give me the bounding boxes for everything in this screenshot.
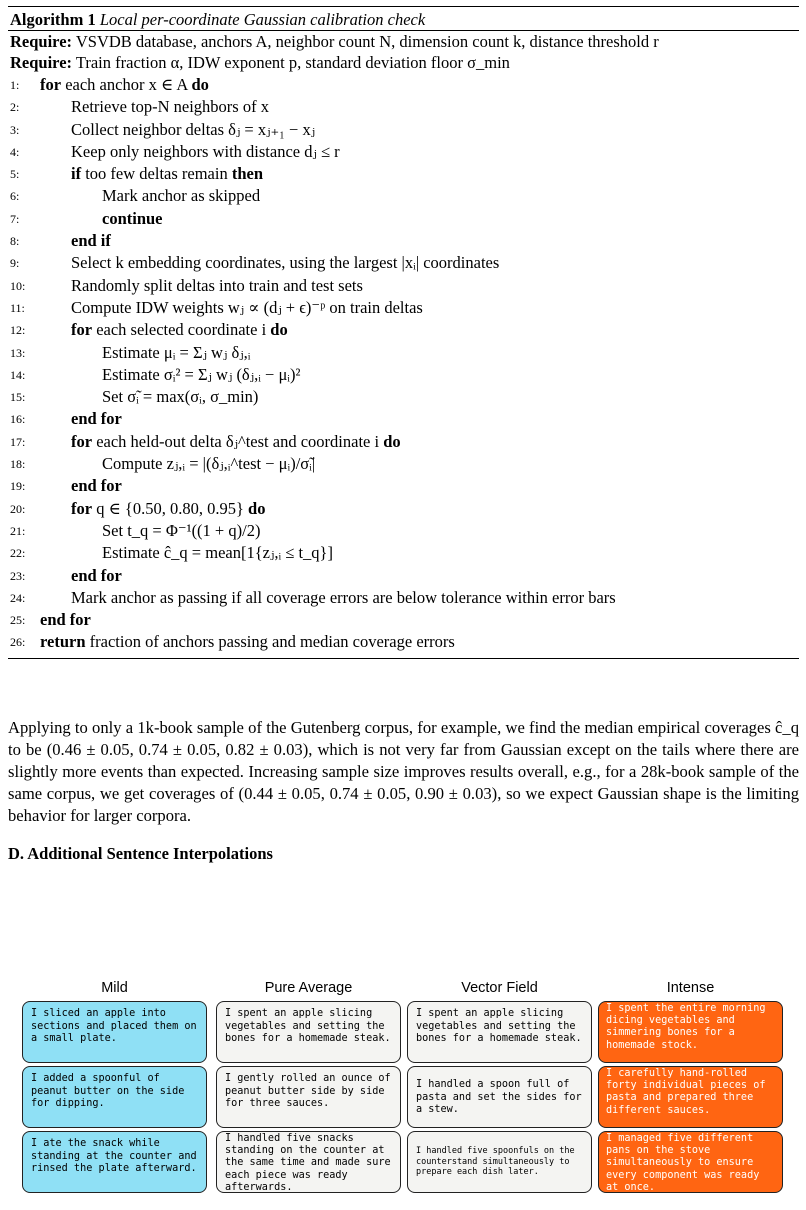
column-pure-average <box>216 978 401 1193</box>
require-text: VSVDB database, anchors A, neighbor count N, dimension count k, distance threshold r <box>75 32 659 51</box>
line-content <box>102 386 258 408</box>
statement: Randomly split deltas into train and test sets <box>71 275 363 295</box>
algorithm-line <box>8 163 799 185</box>
require-keyword: Require: <box>10 52 73 72</box>
column-header: Mild <box>101 980 128 996</box>
sentence-cell: I handled five spoonfuls on the counterstand simultaneously to prepare each dish later. <box>407 1131 592 1193</box>
keyword: do <box>248 498 266 518</box>
line-content <box>102 364 300 386</box>
statement: each selected coordinate i <box>96 320 267 340</box>
line-content <box>102 520 260 542</box>
algorithm-line <box>8 252 799 274</box>
keyword: return <box>40 632 86 652</box>
sentence-cell: I spent an apple slicing vegetables and setting the bones for a homemade steak. <box>216 1001 401 1063</box>
column-vector-field <box>407 978 592 1193</box>
statement: each held-out delta δⱼ^test and coordinate i <box>96 431 380 451</box>
line-number: 7: <box>10 211 20 226</box>
line-content <box>102 185 260 207</box>
column-header: Intense <box>666 980 715 996</box>
line-number: 19: <box>10 479 26 494</box>
line-content <box>71 163 263 185</box>
statement: Retrieve top-N neighbors of x <box>71 97 269 117</box>
line-content <box>71 498 265 520</box>
statement: Keep only neighbors with distance dⱼ ≤ r <box>71 141 340 161</box>
statement: Estimate σᵢ² = Σⱼ wⱼ (δⱼ,ᵢ − μᵢ)² <box>102 364 301 384</box>
statement: fraction of anchors passing and median coverage errors <box>89 632 455 652</box>
line-number: 17: <box>10 434 26 449</box>
line-content <box>102 542 333 564</box>
line-number: 12: <box>10 323 26 338</box>
line-content <box>71 230 111 252</box>
keyword: for <box>71 498 93 518</box>
line-number: 23: <box>10 568 26 583</box>
statement: Estimate μᵢ = Σⱼ wⱼ δⱼ,ᵢ <box>102 342 251 362</box>
algorithm-line <box>8 609 799 631</box>
column-mild <box>22 978 207 1193</box>
sentence-cell: I spent an apple slicing vegetables and setting the bones for a homemade steak. <box>407 1001 592 1063</box>
algorithm-line <box>8 431 799 453</box>
sentence-cell: I sliced an apple into sections and placed them on a small plate. <box>22 1001 207 1063</box>
line-number: 13: <box>10 345 26 360</box>
statement: Collect neighbor deltas δⱼ = xⱼ₊₁ − xⱼ <box>71 119 316 139</box>
algorithm-line <box>8 408 799 430</box>
algorithm-line <box>8 565 799 587</box>
line-content <box>102 342 250 364</box>
algorithm-line <box>8 364 799 386</box>
statement: Estimate ĉ_q = mean[1{zⱼ,ᵢ ≤ t_q}] <box>102 543 333 563</box>
algorithm-bottom-rule <box>8 658 799 659</box>
statement: Set σ̃ᵢ = max(σᵢ, σ_min) <box>102 387 259 407</box>
algorithm-line <box>8 319 799 341</box>
line-number: 16: <box>10 412 26 427</box>
line-content <box>71 475 122 497</box>
line-content <box>102 453 315 475</box>
algorithm-line <box>8 96 799 118</box>
line-content <box>71 275 363 297</box>
sentence-cell: I gently rolled an ounce of peanut butter side by side for three sauces. <box>216 1066 401 1128</box>
body-paragraph: Applying to only a 1k-book sample of the Gutenberg corpus, for example, we find the median empirical coverages ĉ_q to be (0.46 ± 0.05, 0.74 ± 0.05, 0.82 ± 0.03), which is not very far from Gaussian except on the tails where there are slightly more events than expected. Increasing sample size improves results overall, e.g., for a 28k-book sample of the same corpus, we get coverages of (0.44 ± 0.05, 0.74 ± 0.05, 0.90 ± 0.03), so we expect Gaussian shape is the limiting behavior for larger corpora. <box>8 718 799 825</box>
algorithm-title <box>8 6 799 31</box>
line-content <box>40 74 209 96</box>
line-content <box>71 408 122 430</box>
line-number: 24: <box>10 590 26 605</box>
section-heading: D. Additional Sentence Interpolations <box>8 844 273 863</box>
algorithm-line <box>8 475 799 497</box>
line-number: 2: <box>10 100 20 115</box>
algorithm-caption: Local per-coordinate Gaussian calibration check <box>99 10 426 29</box>
statement: Mark anchor as skipped <box>102 186 261 206</box>
keyword: end for <box>71 409 122 429</box>
line-number: 9: <box>10 256 20 271</box>
require-line <box>8 53 799 74</box>
line-number: 18: <box>10 457 26 472</box>
keyword: end if <box>71 231 111 251</box>
statement: Compute zⱼ,ᵢ = |(δⱼ,ᵢ^test − μᵢ)/σ̃ᵢ| <box>102 454 316 474</box>
line-number: 14: <box>10 367 26 382</box>
column-header: Pure Average <box>264 980 353 996</box>
line-number: 15: <box>10 390 26 405</box>
keyword: end for <box>71 476 122 496</box>
line-content <box>40 631 455 653</box>
line-content <box>71 431 401 453</box>
line-content <box>71 96 269 118</box>
algorithm-line <box>8 275 799 297</box>
keyword: for <box>40 75 62 94</box>
interpolation-figure <box>22 978 792 1202</box>
line-number: 3: <box>10 122 20 137</box>
algorithm-line <box>8 185 799 207</box>
algorithm-line <box>8 542 799 564</box>
algorithm-line <box>8 297 799 319</box>
line-number: 25: <box>10 613 26 628</box>
line-number: 1: <box>10 78 20 92</box>
keyword: for <box>71 320 93 340</box>
algorithm-number: Algorithm 1 <box>10 10 96 29</box>
algorithm-box <box>8 6 799 659</box>
line-number: 20: <box>10 501 26 516</box>
algorithm-line <box>8 74 799 96</box>
sentence-cell: I spent the entire morning dicing vegetables and simmering bones for a homemade stock. <box>598 1001 783 1063</box>
line-number: 8: <box>10 234 20 249</box>
line-number: 10: <box>10 278 26 293</box>
line-number: 4: <box>10 144 20 159</box>
line-content <box>71 297 423 319</box>
algorithm-line <box>8 342 799 364</box>
column-intense <box>598 978 783 1193</box>
keyword: do <box>270 320 288 340</box>
keyword: if <box>71 164 82 184</box>
algorithm-line <box>8 587 799 609</box>
sentence-cell: I managed five different pans on the stove simultaneously to ensure every component was ready at once. <box>598 1131 783 1193</box>
statement: q ∈ {0.50, 0.80, 0.95} <box>96 498 244 518</box>
require-keyword: Require: <box>10 32 73 51</box>
column-header: Vector Field <box>461 980 538 996</box>
line-content <box>102 208 163 230</box>
algorithm-lines <box>8 74 799 654</box>
line-content <box>71 119 315 141</box>
algorithm-line <box>8 631 799 653</box>
line-number: 21: <box>10 523 26 538</box>
line-number: 22: <box>10 546 26 561</box>
sentence-cell: I handled a spoon full of pasta and set the sides for a stew. <box>407 1066 592 1128</box>
statement: Mark anchor as passing if all coverage errors are below tolerance within error bars <box>71 587 616 607</box>
require-line <box>8 32 799 53</box>
require-text: Train fraction α, IDW exponent p, standard deviation floor σ_min <box>75 52 510 72</box>
algorithm-line <box>8 520 799 542</box>
sentence-cell: I added a spoonful of peanut butter on the side for dipping. <box>22 1066 207 1128</box>
algorithm-line <box>8 119 799 141</box>
algorithm-line <box>8 208 799 230</box>
line-number: 6: <box>10 189 20 204</box>
statement: too few deltas remain <box>85 164 228 184</box>
keyword: do <box>383 431 401 451</box>
algorithm-line <box>8 498 799 520</box>
sentence-cell: I carefully hand-rolled forty individual pieces of pasta and prepared three different sauces. <box>598 1066 783 1128</box>
algorithm-line <box>8 386 799 408</box>
line-content <box>71 141 340 163</box>
statement: Select k embedding coordinates, using the largest |xᵢ| coordinates <box>71 253 500 273</box>
keyword: then <box>231 164 264 184</box>
keyword: end for <box>71 565 122 585</box>
keyword: do <box>191 75 209 94</box>
line-content <box>71 252 499 274</box>
sentence-cell: I ate the snack while standing at the counter and rinsed the plate afterward. <box>22 1131 207 1193</box>
statement: Set t_q = Φ⁻¹((1 + q)/2) <box>102 520 261 540</box>
sentence-cell: I handled five snacks standing on the counter at the same time and made sure each piece was ready afterwards. <box>216 1131 401 1193</box>
line-number: 11: <box>10 300 25 315</box>
algorithm-line <box>8 453 799 475</box>
algorithm-line <box>8 230 799 252</box>
keyword: for <box>71 431 93 451</box>
statement: Compute IDW weights wⱼ ∝ (dⱼ + ϵ)⁻ᵖ on train deltas <box>71 297 423 317</box>
keyword: end for <box>40 610 91 630</box>
line-content <box>71 565 122 587</box>
keyword: continue <box>102 208 163 228</box>
line-content <box>40 609 91 631</box>
line-number: 5: <box>10 167 20 182</box>
line-number: 26: <box>10 635 26 650</box>
algorithm-line <box>8 141 799 163</box>
line-content <box>71 587 616 609</box>
line-content <box>71 319 288 341</box>
statement: each anchor x ∈ A <box>65 75 188 94</box>
